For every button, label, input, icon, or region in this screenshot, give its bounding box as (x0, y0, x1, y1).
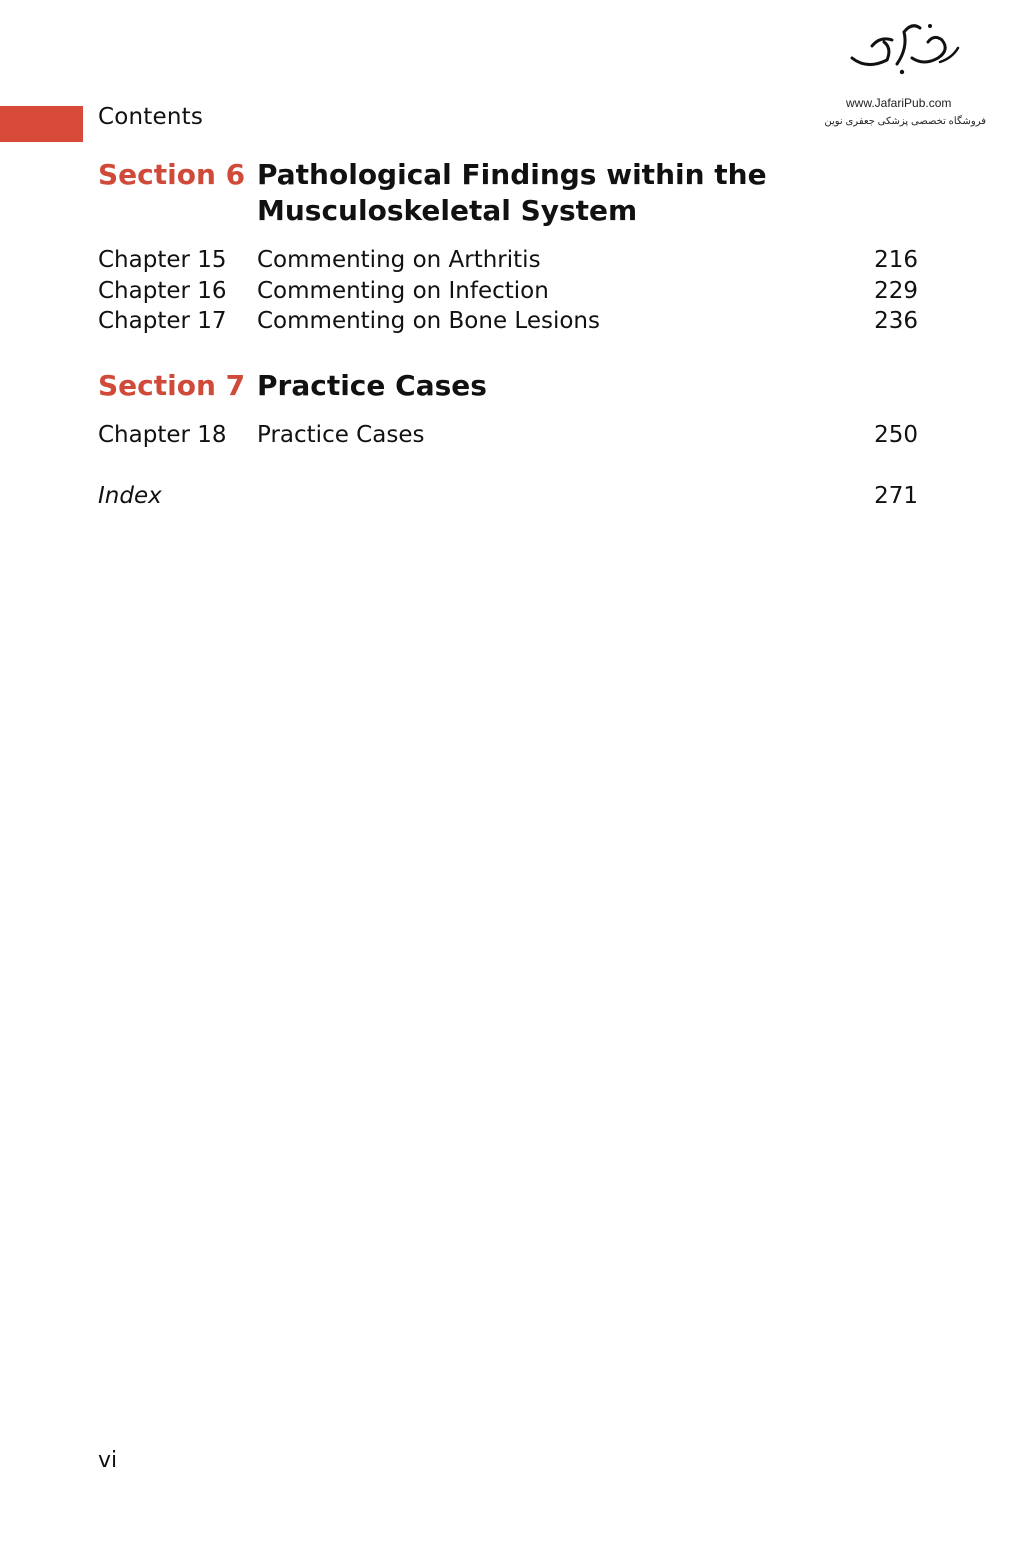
watermark-tagline: فروشگاه تخصصی پزشکی جعفری نوین (824, 116, 986, 127)
page-folio: vi (98, 1448, 118, 1473)
toc-index-entry[interactable] (98, 481, 918, 511)
toc-entry[interactable] (98, 420, 918, 450)
index-label: Index (98, 483, 162, 509)
chapter-title: Commenting on Bone Lesions (257, 308, 600, 334)
page-number: 236 (874, 308, 918, 334)
section-label: Section 6 (98, 158, 246, 191)
page-number: 271 (874, 483, 918, 509)
section-accent-bar (0, 106, 83, 142)
chapter-number: Chapter 18 (98, 422, 227, 448)
toc-entry[interactable] (98, 306, 918, 336)
calligraphy-logo-icon (842, 18, 962, 78)
section-title: Practice Cases (257, 369, 487, 402)
chapter-number: Chapter 17 (98, 308, 227, 334)
watermark-url: www.JafariPub.com (846, 96, 952, 110)
toc-entry[interactable] (98, 245, 918, 275)
chapter-title: Commenting on Arthritis (257, 247, 541, 273)
page-number: 229 (874, 278, 918, 304)
section-label: Section 7 (98, 369, 246, 402)
chapter-number: Chapter 16 (98, 278, 227, 304)
chapter-title: Commenting on Infection (257, 278, 549, 304)
chapter-title: Practice Cases (257, 422, 425, 448)
section-title: Pathological Findings within the Musculoskeletal System (257, 158, 767, 227)
publisher-watermark (820, 18, 990, 127)
chapter-number: Chapter 15 (98, 247, 227, 273)
page-number: 250 (874, 422, 918, 448)
page-number: 216 (874, 247, 918, 273)
running-head: Contents (98, 104, 204, 130)
toc-entry[interactable] (98, 276, 918, 306)
